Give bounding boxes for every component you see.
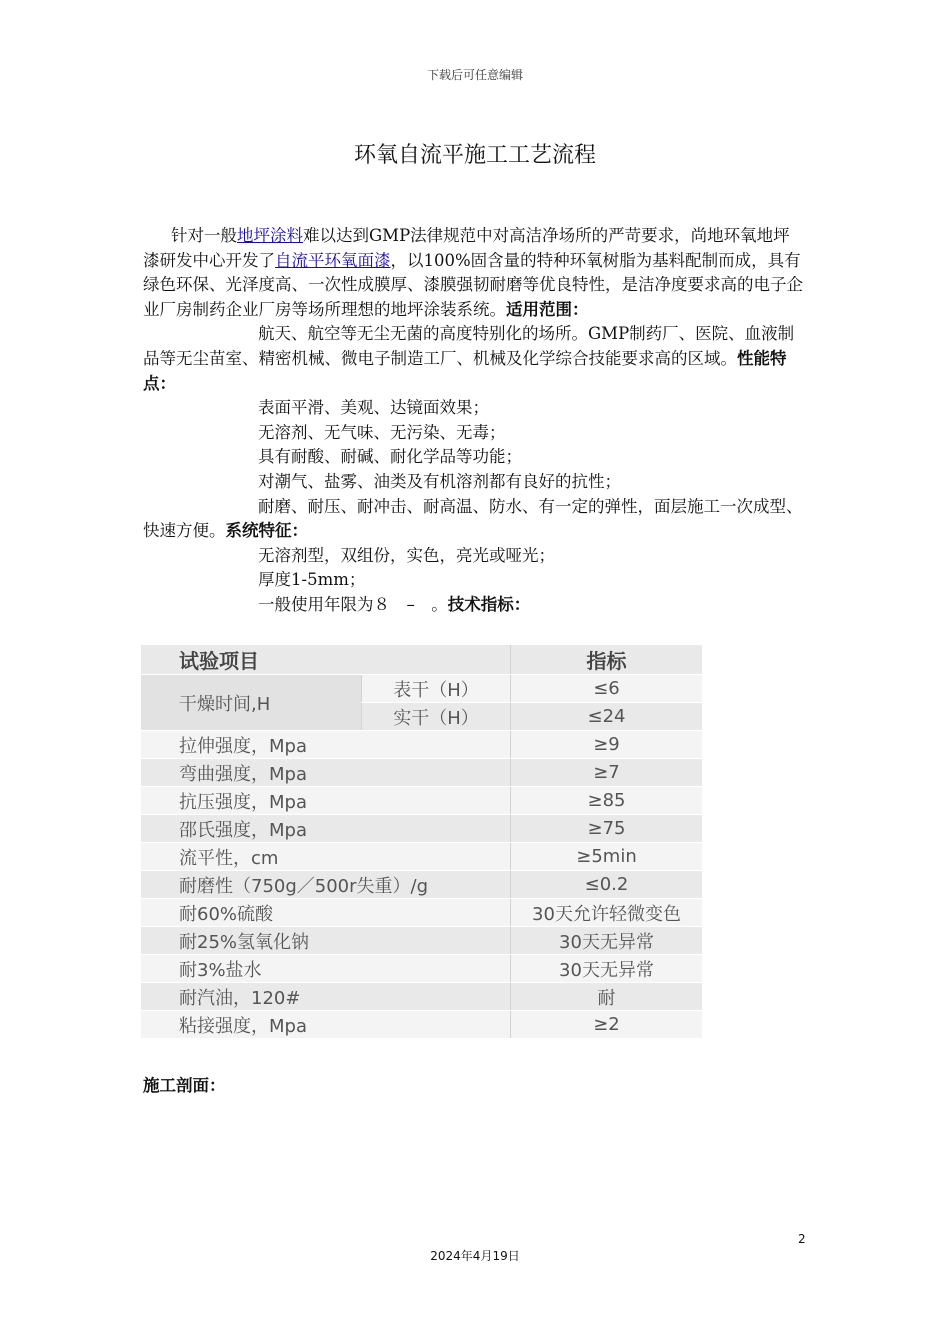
row-item: 邵氏强度，Mpa [141, 815, 511, 843]
row-value: 30天允许轻微变色 [511, 899, 703, 927]
dry-time-sub: 实干（H） [362, 703, 511, 731]
feature-item: 具有耐酸、耐碱、耐化学品等功能； [258, 447, 522, 467]
row-item: 耐汽油，120# [141, 983, 511, 1011]
features-heading: 性能特点： [143, 348, 787, 393]
dry-time-label: 干燥时间,H [141, 675, 362, 731]
table-row [141, 899, 702, 927]
table-header-row [141, 645, 702, 675]
floor-coating-link[interactable]: 地坪涂料 [237, 226, 303, 245]
table-row [141, 675, 702, 703]
intro-text-b: 难以达到GMP法律规范中对高洁净场所的严苛要求，尚地环氧地坪漆研发中心开发了 [143, 226, 790, 270]
self-leveling-epoxy-link[interactable]: 自流平环氧面漆 [275, 250, 391, 270]
header-value: 指标 [511, 645, 703, 675]
table-row [141, 955, 702, 983]
table-row [141, 843, 702, 871]
table-row [141, 927, 702, 955]
row-value: 耐 [511, 983, 703, 1011]
table-row [141, 1011, 702, 1039]
technical-spec-table [141, 645, 702, 1039]
page-header: 下载后可任意编辑 [426, 68, 523, 82]
row-value: 30天无异常 [511, 927, 703, 955]
row-value: ≥9 [511, 731, 703, 759]
table-row [141, 731, 702, 759]
row-item: 耐3%盐水 [141, 955, 511, 983]
feature-text: 耐磨、耐压、耐冲击、耐高温、防水、有一定的弹性，面层施工一次成型、快速方便。 [143, 496, 803, 541]
row-value: 30天无异常 [511, 955, 703, 983]
cross-section-heading: 施工剖面： [143, 1076, 226, 1095]
row-item: 抗压强度，Mpa [141, 787, 511, 815]
row-value: ≥75 [511, 815, 703, 843]
row-value: ≥7 [511, 759, 703, 787]
system-item: 无溶剂型，双组份，实色，亮光或哑光； [258, 545, 555, 565]
row-item: 耐磨性（750g／500r失重）/g [141, 871, 511, 899]
lifespan-text: 一般使用年限为８ – 。 [258, 594, 448, 614]
row-value: ≥2 [511, 1011, 703, 1039]
row-value: ≥5min [511, 843, 703, 871]
document-body [143, 224, 803, 618]
intro-text-a: 针对一般 [171, 226, 237, 245]
table-row [141, 871, 702, 899]
intro-paragraph [143, 224, 803, 322]
feature-item [143, 495, 803, 544]
table-row [141, 759, 702, 787]
spec-heading: 技术指标： [447, 594, 531, 614]
table-row [141, 815, 702, 843]
intro-text-c: ，以100%固含量的特种环氧树脂为基料配制而成，具有绿色环保、光泽度高、一次性成膜厚、漆膜强韧耐磨等优良特性，是洁净度要求高的电子企业厂房制药企业厂房等场所理想的地坪涂装系统。 [143, 250, 803, 319]
scope-text: 航天、航空等无尘无菌的高度特别化的场所。GMP制药厂、医院、血液制品等无尘苗室、精密机械、微电子制造工厂、机械及化学综合技能要求高的区域。 [143, 324, 795, 368]
dry-time-sub: 表干（H） [362, 675, 511, 703]
table-row [141, 787, 702, 815]
row-item: 耐60%硫酸 [141, 899, 511, 927]
scope-heading: 适用范围： [506, 299, 589, 319]
document-title: 环氧自流平施工工艺流程 [353, 143, 596, 168]
row-item: 拉伸强度，Mpa [141, 731, 511, 759]
row-item: 弯曲强度，Mpa [141, 759, 511, 787]
scope-paragraph [143, 322, 803, 396]
feature-item: 无溶剂、无气味、无污染、无毒； [258, 422, 506, 442]
footer-date: 2024年4月19日 [430, 1249, 520, 1263]
row-item: 粘接强度，Mpa [141, 1011, 511, 1039]
table-row [141, 983, 702, 1011]
system-heading: 系统特征： [225, 521, 308, 541]
feature-item: 对潮气、盐雾、油类及有机溶剂都有良好的抗性； [258, 471, 621, 491]
page-number: 2 [798, 1232, 806, 1246]
lifespan-line [143, 593, 803, 618]
row-value: ≥85 [511, 787, 703, 815]
header-item: 试验项目 [141, 645, 511, 675]
row-value: ≤0.2 [511, 871, 703, 899]
system-item: 厚度1-5mm； [258, 570, 366, 590]
feature-item: 表面平滑、美观、达镜面效果； [258, 398, 489, 418]
dry-time-value: ≤24 [511, 703, 703, 731]
row-item: 耐25%氢氧化钠 [141, 927, 511, 955]
row-item: 流平性，cm [141, 843, 511, 871]
dry-time-value: ≤6 [511, 675, 703, 703]
